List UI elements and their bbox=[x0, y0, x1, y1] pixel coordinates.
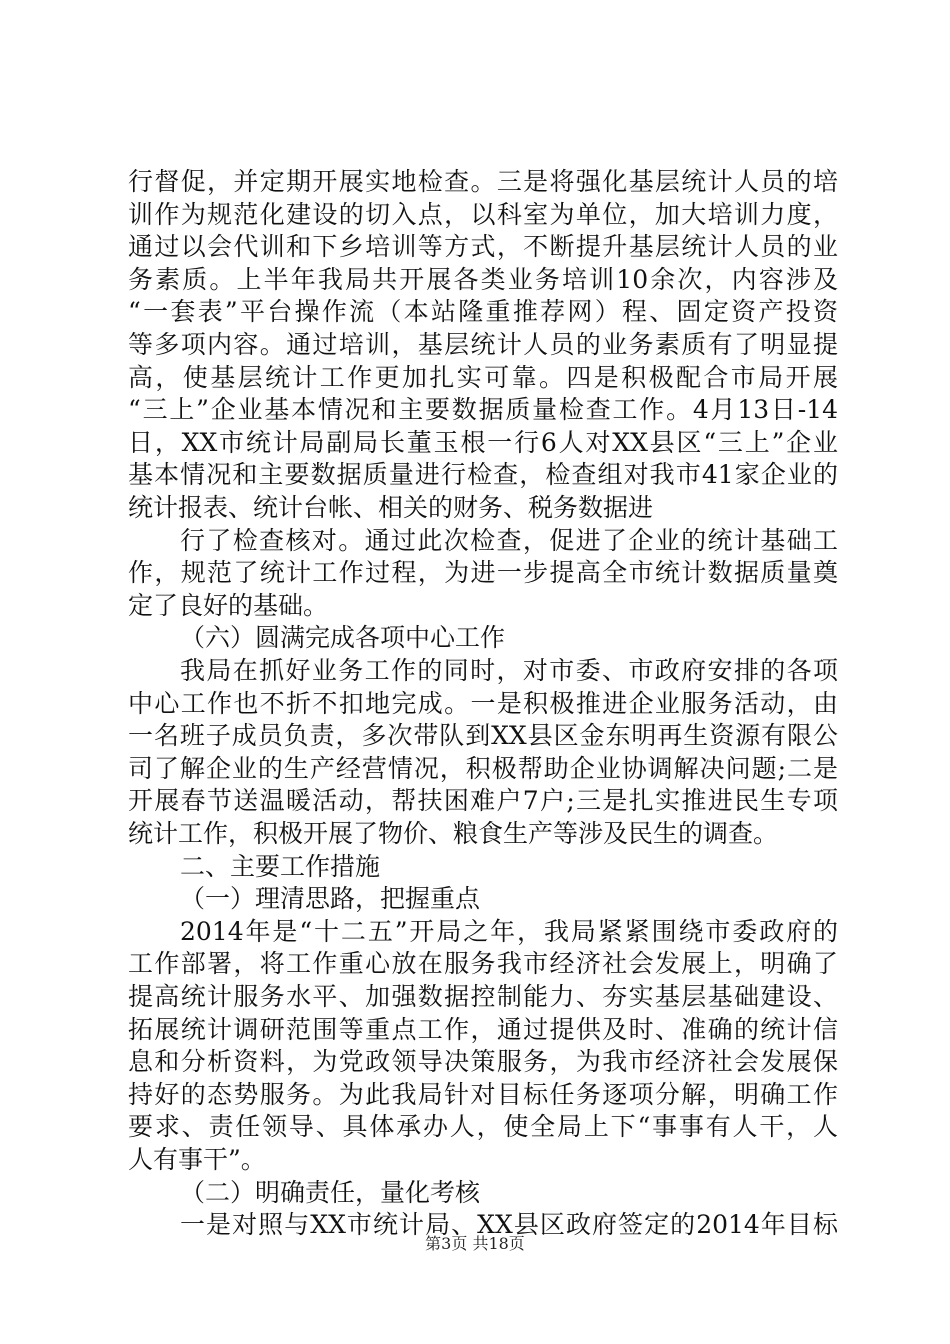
text-line: 日，XX市统计局副局长董玉根一行6人对XX县区“三上”企业 bbox=[128, 427, 838, 457]
text-line: 作，规范了统计工作过程，为进一步提高全市统计数据质量奠 bbox=[128, 558, 838, 588]
text-line: （二）明确责任，量化考核 bbox=[180, 1177, 481, 1207]
text-line: “三上”企业基本情况和主要数据质量检查工作。4月13日-14 bbox=[128, 395, 838, 425]
text-line: 务素质。上半年我局共开展各类业务培训10余次，内容涉及 bbox=[128, 264, 838, 294]
text-line: 统计报表、统计台帐、相关的财务、税务数据进 bbox=[128, 493, 654, 522]
text-line: 通过以会代训和下乡培训等方式，不断提升基层统计人员的业 bbox=[128, 232, 838, 262]
text-line: 一名班子成员负责，多次带队到XX县区金东明再生资源有限公 bbox=[128, 721, 838, 751]
text-line: 一是对照与XX市统计局、XX县区政府签定的2014年目标 bbox=[180, 1210, 838, 1240]
text-line: “一套表”平台操作流（本站隆重推荐网）程、固定资产投资 bbox=[128, 297, 838, 327]
text-line: 息和分析资料，为党政领导决策服务，为我市经济社会发展保 bbox=[128, 1047, 838, 1077]
text-line: 基本情况和主要数据质量进行检查，检查组对我市41家企业的 bbox=[128, 460, 838, 490]
text-line: 二、主要工作措施 bbox=[180, 851, 381, 881]
text-line: （一）理清思路，把握重点 bbox=[180, 884, 481, 914]
text-line: 我局在抓好业务工作的同时，对市委、市政府安排的各项 bbox=[180, 656, 838, 685]
text-line: 等多项内容。通过培训，基层统计人员的业务素质有了明显提 bbox=[128, 330, 838, 359]
page-footer: 第3页 共18页 bbox=[425, 1234, 525, 1253]
text-line: 2014年是“十二五”开局之年，我局紧紧围绕市委政府的 bbox=[180, 916, 838, 946]
text-line: 司了解企业的生产经营情况，积极帮助企业协调解决问题;二是 bbox=[128, 753, 838, 783]
text-line: 行督促，并定期开展实地检查。三是将强化基层统计人员的培 bbox=[128, 167, 838, 196]
text-line: 要求、责任领导、具体承办人，使全局上下“事事有人干，人 bbox=[128, 1112, 838, 1142]
text-line: 定了良好的基础。 bbox=[128, 590, 329, 620]
text-line: 人有事干”。 bbox=[128, 1145, 266, 1174]
text-line: 开展春节送温暖活动，帮扶困难户7户;三是扎实推进民生专项 bbox=[128, 786, 838, 816]
text-line: 持好的态势服务。为此我局针对目标任务逐项分解，明确工作 bbox=[128, 1079, 838, 1109]
text-line: 高，使基层统计工作更加扎实可靠。四是积极配合市局开展 bbox=[128, 362, 838, 392]
text-line: 工作部署，将工作重心放在服务我市经济社会发展上，明确了 bbox=[128, 949, 838, 979]
text-line: 训作为规范化建设的切入点，以科室为单位，加大培训力度， bbox=[128, 199, 838, 229]
text-line: 拓展统计调研范围等重点工作，通过提供及时、准确的统计信 bbox=[128, 1014, 838, 1044]
text-line: 中心工作也不折不扣地完成。一是积极推进企业服务活动，由 bbox=[128, 688, 838, 718]
text-line: 提高统计服务水平、加强数据控制能力、夯实基层基础建设、 bbox=[128, 982, 838, 1011]
text-line: 统计工作，积极开展了物价、粮食生产等涉及民生的调查。 bbox=[128, 819, 779, 848]
text-line: 行了检查核对。通过此次检查，促进了企业的统计基础工 bbox=[180, 525, 838, 555]
text-line: （六）圆满完成各项中心工作 bbox=[180, 623, 506, 653]
